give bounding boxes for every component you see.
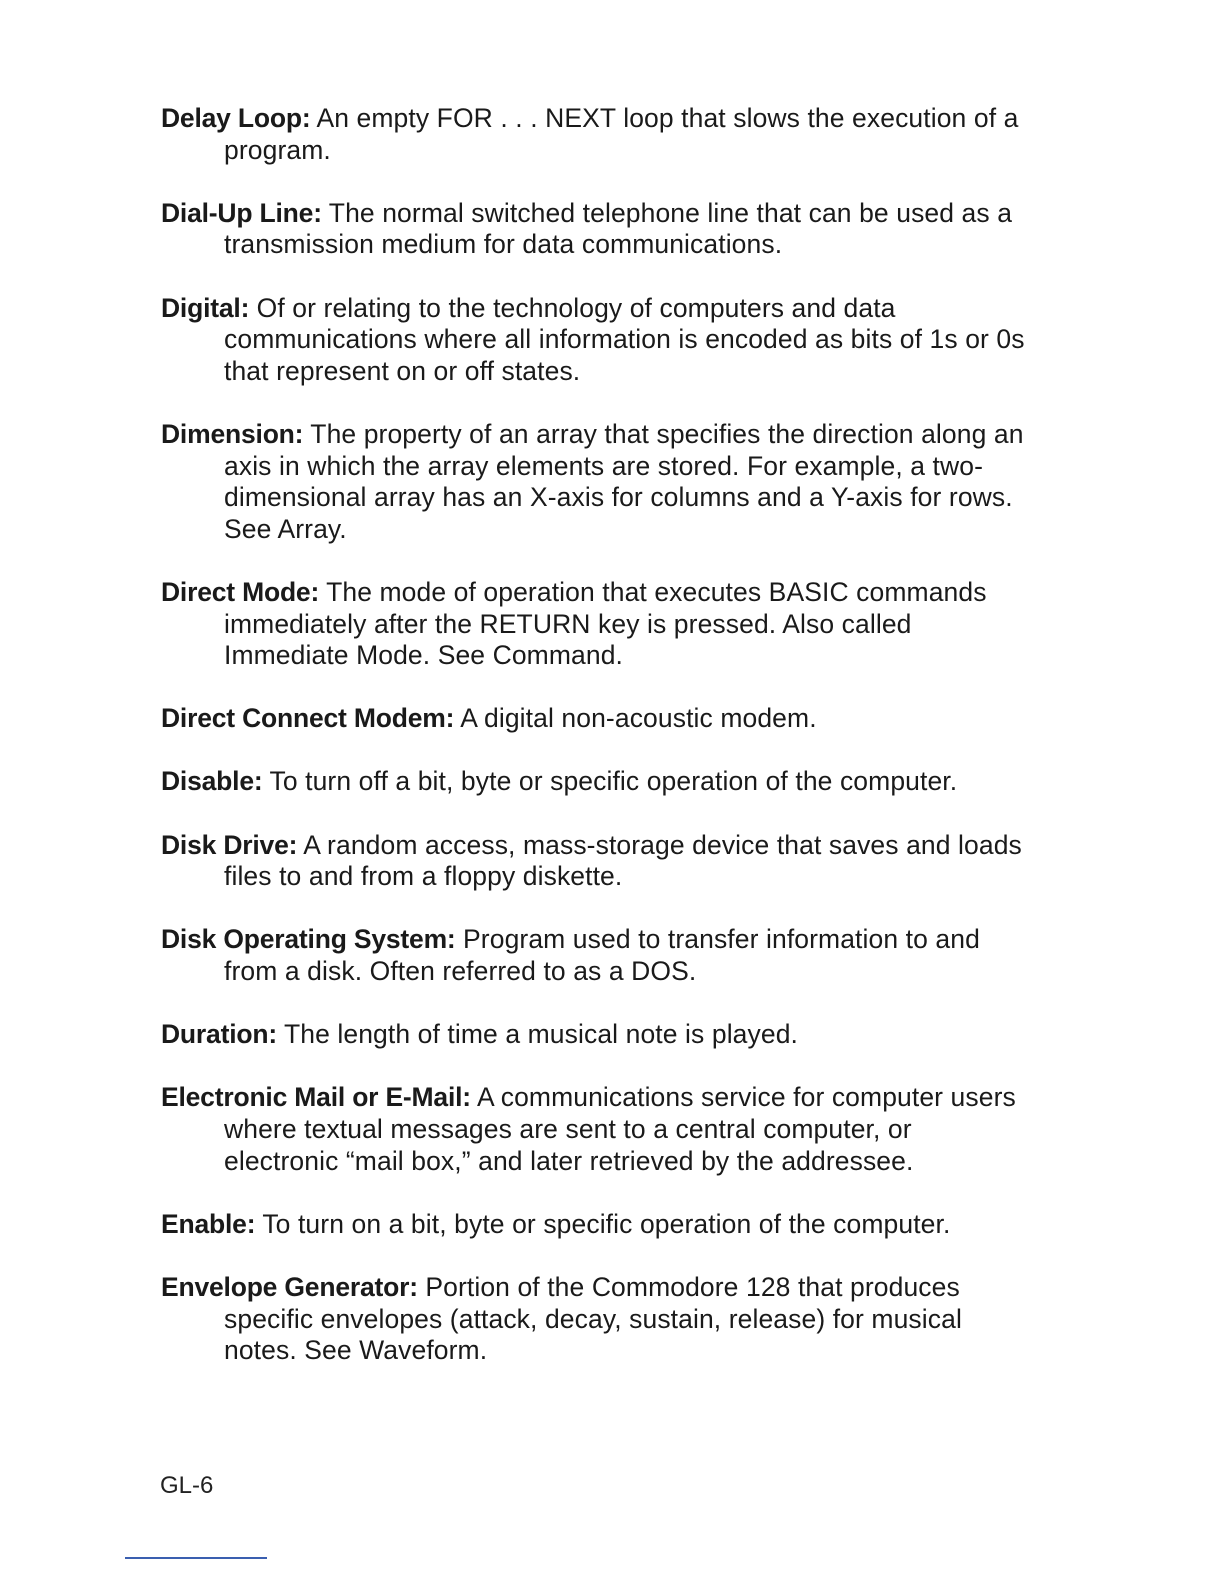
entry-definition: Portion of the Commodore 128 that produces specific envelopes (attack, decay, sustain, release) for musical notes. See Waveform. — [224, 1271, 962, 1366]
entry-definition: Of or relating to the technology of computers and data communications where all information is encoded as bits of 1s or 0s that represent on or off states. — [224, 292, 1025, 386]
entry-definition: Program used to transfer information to and from a disk. Often referred to as a DOS. — [224, 924, 980, 987]
glossary-entry-electronic-mail — [161, 1082, 1031, 1177]
glossary-entry-direct-mode — [161, 577, 1031, 672]
entry-definition: An empty FOR . . . NEXT loop that slows the execution of a program. — [224, 103, 1019, 165]
glossary-entry-disable — [161, 766, 1031, 798]
entry-definition: The mode of operation that executes BASIC commands immediately after the RETURN key is pressed. Also called Immediate Mode. See Command. — [224, 576, 987, 671]
glossary-list — [161, 103, 1031, 1398]
footer-divider — [125, 1557, 267, 1559]
entry-term: Electronic Mail or E-Mail: — [161, 1082, 471, 1113]
glossary-entry-disk-operating-system — [161, 924, 1031, 987]
glossary-entry-dial-up-line — [161, 198, 1031, 261]
entry-definition: To turn off a bit, byte or specific operation of the computer. — [269, 766, 958, 797]
glossary-entry-digital — [161, 293, 1031, 388]
entry-definition: To turn on a bit, byte or specific operation of the computer. — [262, 1208, 951, 1239]
entry-term: Enable: — [161, 1208, 256, 1239]
glossary-entry-direct-connect-modem — [161, 703, 1031, 735]
entry-definition: A digital non-acoustic modem. — [460, 703, 817, 734]
entry-term: Envelope Generator: — [161, 1271, 418, 1302]
glossary-entry-dimension — [161, 419, 1031, 545]
entry-definition: A random access, mass-storage device that saves and loads files to and from a floppy diskette. — [224, 829, 1022, 892]
page-number: GL-6 — [160, 1472, 214, 1499]
glossary-entry-duration — [161, 1019, 1031, 1051]
entry-term: Delay Loop: — [161, 103, 311, 133]
entry-term: Disk Drive: — [161, 829, 298, 860]
entry-term: Dial-Up Line: — [161, 197, 322, 228]
glossary-entry-envelope-generator — [161, 1272, 1031, 1367]
entry-term: Digital: — [161, 292, 250, 323]
entry-term: Direct Connect Modem: — [161, 703, 455, 734]
entry-definition: The property of an array that specifies the direction along an axis in which the array elements are stored. For example, a two-dimensional array has an X-axis for columns and a Y-axis for rows. See Array. — [224, 418, 1024, 544]
entry-definition: The length of time a musical note is played. — [283, 1019, 799, 1050]
glossary-entry-delay-loop — [161, 103, 1031, 166]
entry-term: Duration: — [161, 1019, 277, 1050]
entry-definition: A communications service for computer users where textual messages are sent to a central computer, or electronic “mail box,” and later retrieved by the addressee. — [224, 1082, 1016, 1176]
entry-term: Disable: — [161, 766, 263, 797]
glossary-entry-disk-drive — [161, 830, 1031, 893]
entry-definition: The normal switched telephone line that can be used as a transmission medium for data communications. — [224, 197, 1013, 260]
entry-term: Direct Mode: — [161, 576, 320, 607]
glossary-entry-enable — [161, 1209, 1031, 1241]
entry-term: Dimension: — [161, 418, 304, 449]
entry-term: Disk Operating System: — [161, 924, 456, 955]
